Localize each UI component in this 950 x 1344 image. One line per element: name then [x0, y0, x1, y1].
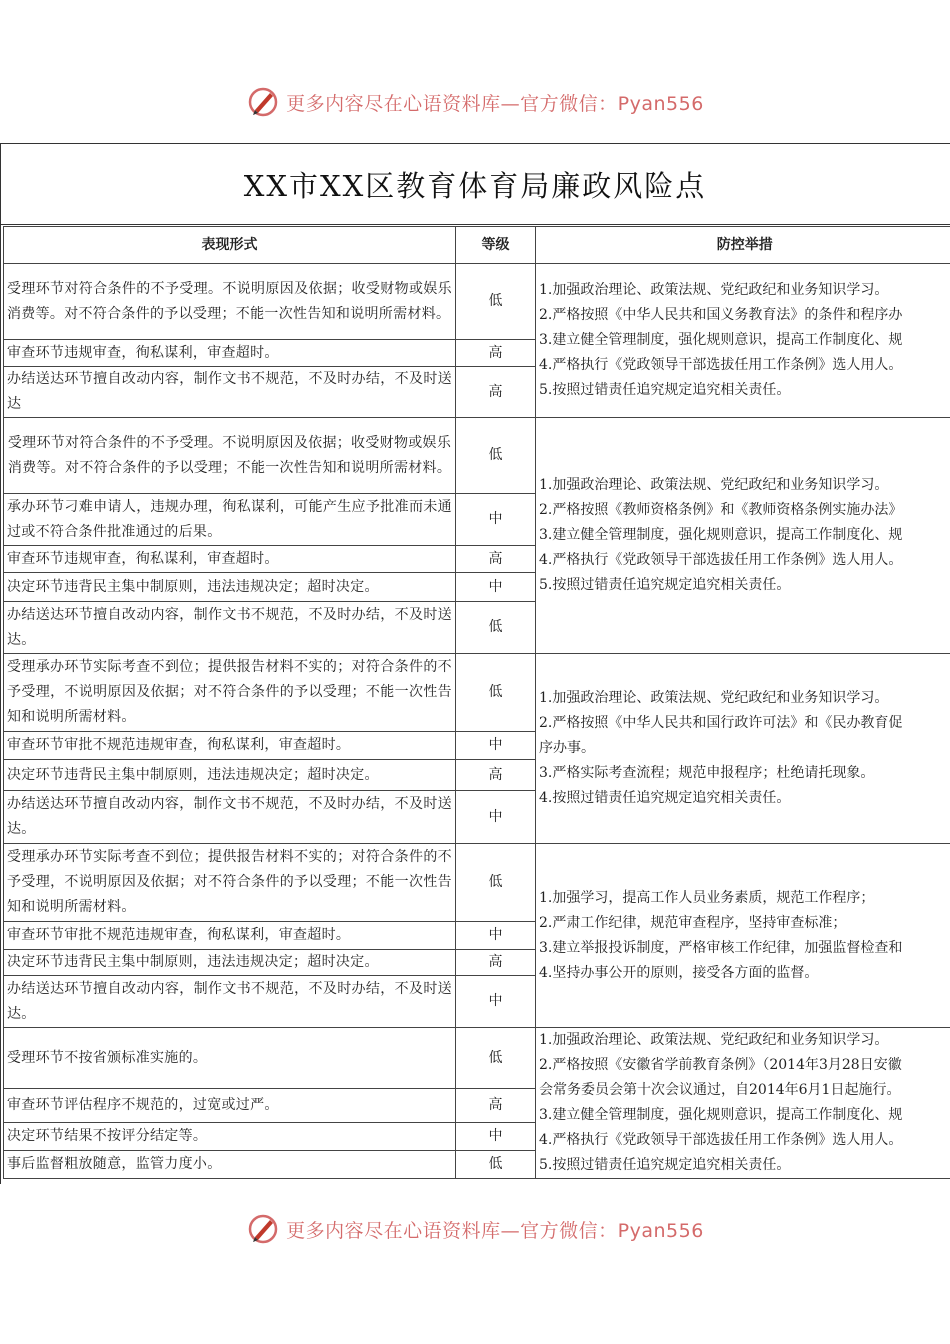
page-title: XX市XX区教育体育局廉政风险点	[243, 168, 707, 203]
measure-item: 5.按照过错责任追究规定追究相关责任。	[539, 382, 791, 398]
risk-description: 办结送达环节擅自改动内容，制作文书不规范，不及时办结，不及时送达。	[4, 602, 456, 654]
measure-item: 1.加强政治理论、政策法规、党纪政纪和业务知识学习。	[539, 1032, 889, 1048]
risk-description: 承办环节刁难申请人，违规办理，徇私谋利，可能产生应予批准而未通过或不符合条件批准通过的后果。	[4, 494, 456, 546]
measure-item: 序办事。	[539, 740, 595, 756]
measure-item: 1.加强政治理论、政策法规、党纪政纪和业务知识学习。	[539, 690, 889, 706]
risk-level: 中	[456, 732, 536, 760]
control-measures	[536, 264, 950, 418]
risk-description: 受理环节不按省颁标准实施的。	[4, 1028, 456, 1089]
risk-level: 高	[456, 1089, 536, 1123]
banner-text: 更多内容尽在心语资料库—官方微信：Pyan556	[286, 1219, 704, 1242]
banner-text: 更多内容尽在心语资料库—官方微信：Pyan556	[286, 92, 704, 115]
measure-item: 5.按照过错责任追究规定追究相关责任。	[539, 577, 791, 593]
risk-level: 中	[456, 976, 536, 1028]
table-row	[4, 1028, 950, 1089]
risk-level: 低	[456, 654, 536, 732]
risk-description: 决定环节违背民主集中制原则，违法违规决定；超时决定。	[4, 760, 456, 791]
table-row	[4, 654, 950, 732]
measure-item: 1.加强政治理论、政策法规、党纪政纪和业务知识学习。	[539, 282, 889, 298]
pen-circle-logo-icon	[246, 1212, 280, 1246]
risk-level: 中	[456, 573, 536, 602]
measure-item: 2.严格按照《中华人民共和国义务教育法》的条件和程序办	[539, 307, 903, 323]
table-row	[4, 264, 950, 340]
risk-level: 低	[456, 418, 536, 494]
title-divider	[0, 224, 950, 225]
header-banner	[0, 82, 950, 122]
risk-description: 受理环节对符合条件的不予受理。不说明原因及依据；收受财物或娱乐消费等。对不符合条件的予以受理；不能一次性告知和说明所需材料。	[4, 418, 456, 494]
measure-item: 2.严肃工作纪律，规范审查程序，坚持审查标准；	[539, 914, 847, 931]
risk-description: 审查环节违规审查，徇私谋利，审查超时。	[4, 340, 456, 367]
risk-level: 高	[456, 367, 536, 418]
risk-level: 中	[456, 494, 536, 546]
table-row	[4, 418, 950, 494]
control-measures	[536, 418, 950, 654]
risk-description: 审查环节评估程序不规范的，过宽或过严。	[4, 1089, 456, 1123]
risk-description: 审查环节审批不规范违规审查，徇私谋利，审查超时。	[4, 732, 456, 760]
risk-level: 中	[456, 1123, 536, 1151]
measure-item: 4.按照过错责任追究规定追究相关责任。	[539, 790, 791, 806]
measure-item: 3.建立举报投诉制度，严格审核工作纪律，加强监督检查和	[539, 939, 903, 956]
header-level: 等级	[456, 227, 536, 264]
measure-item: 4.严格执行《党政领导干部选拔任用工作条例》选人用人。	[539, 552, 903, 568]
measure-item: 3.严格实际考查流程；规范申报程序；杜绝请托现象。	[539, 765, 875, 781]
table-row	[4, 844, 950, 922]
measure-item: 2.严格按照《安徽省学前教育条例》（2014年3月28日安徽	[539, 1057, 902, 1073]
risk-level: 低	[456, 844, 536, 922]
risk-description: 办结送达环节擅自改动内容，制作文书不规范，不及时办结，不及时送达。	[4, 791, 456, 844]
footer-banner	[0, 1209, 950, 1249]
measure-item: 3.建立健全管理制度，强化规则意识，提高工作制度化、规	[539, 1107, 903, 1123]
table-header-row	[4, 227, 950, 264]
measure-item: 4.严格执行《党政领导干部选拔任用工作条例》选人用人。	[539, 1132, 903, 1148]
measure-item: 5.按照过错责任追究规定追究相关责任。	[539, 1157, 791, 1173]
measure-item: 3.建立健全管理制度，强化规则意识，提高工作制度化、规	[539, 527, 903, 543]
measure-item: 3.建立健全管理制度，强化规则意识，提高工作制度化、规	[539, 332, 903, 348]
pen-circle-logo-icon	[246, 85, 280, 119]
risk-level: 中	[456, 922, 536, 950]
measure-item: 4.严格执行《党政领导干部选拔任用工作条例》选人用人。	[539, 357, 903, 373]
risk-description: 决定环节违背民主集中制原则，违法违规决定；超时决定。	[4, 573, 456, 602]
header-form: 表现形式	[4, 227, 456, 264]
risk-description: 受理承办环节实际考查不到位；提供报告材料不实的；对符合条件的不予受理，不说明原因及依据；对不符合条件的予以受理；不能一次性告知和说明所需材料。	[4, 844, 456, 922]
risk-level: 中	[456, 791, 536, 844]
risk-description: 办结送达环节擅自改动内容，制作文书不规范，不及时办结，不及时送达。	[4, 976, 456, 1028]
risk-level: 高	[456, 760, 536, 791]
measure-item: 2.严格按照《教师资格条例》和《教师资格条例实施办法》	[539, 502, 903, 518]
risk-description: 事后监督粗放随意，监管力度小。	[4, 1151, 456, 1179]
control-measures	[536, 844, 950, 1028]
risk-description: 受理承办环节实际考查不到位；提供报告材料不实的；对符合条件的不予受理，不说明原因及依据；对不符合条件的予以受理；不能一次性告知和说明所需材料。	[4, 654, 456, 732]
measure-item: 1.加强政治理论、政策法规、党纪政纪和业务知识学习。	[539, 477, 889, 493]
risk-level: 高	[456, 340, 536, 367]
risk-level: 低	[456, 602, 536, 654]
measure-item: 1.加强学习，提高工作人员业务素质，规范工作程序；	[539, 889, 875, 906]
risk-description: 审查环节违规审查，徇私谋利，审查超时。	[4, 546, 456, 573]
risk-description: 办结送达环节擅自改动内容，制作文书不规范，不及时办结，不及时送达	[4, 367, 456, 418]
measure-item: 会常务委员会第十次会议通过，自2014年6月1日起施行。	[539, 1082, 901, 1098]
risk-level: 低	[456, 264, 536, 340]
risk-description: 受理环节对符合条件的不予受理。不说明原因及依据；收受财物或娱乐消费等。对不符合条件的予以受理；不能一次性告知和说明所需材料。	[4, 264, 456, 340]
control-measures	[536, 1028, 950, 1179]
header-measures: 防控举措	[536, 227, 950, 264]
risk-description: 决定环节违背民主集中制原则，违法违规决定；超时决定。	[4, 950, 456, 976]
risk-level: 高	[456, 546, 536, 573]
risk-level: 低	[456, 1151, 536, 1179]
risk-table	[3, 226, 950, 1179]
risk-description: 审查环节审批不规范违规审查，徇私谋利，审查超时。	[4, 922, 456, 950]
measure-item: 2.严格按照《中华人民共和国行政许可法》和《民办教育促	[539, 715, 903, 731]
risk-description: 决定环节结果不按评分结定等。	[4, 1123, 456, 1151]
measure-item: 4.坚持办事公开的原则，接受各方面的监督。	[539, 964, 819, 981]
risk-level: 低	[456, 1028, 536, 1089]
control-measures	[536, 654, 950, 844]
risk-level: 高	[456, 950, 536, 976]
